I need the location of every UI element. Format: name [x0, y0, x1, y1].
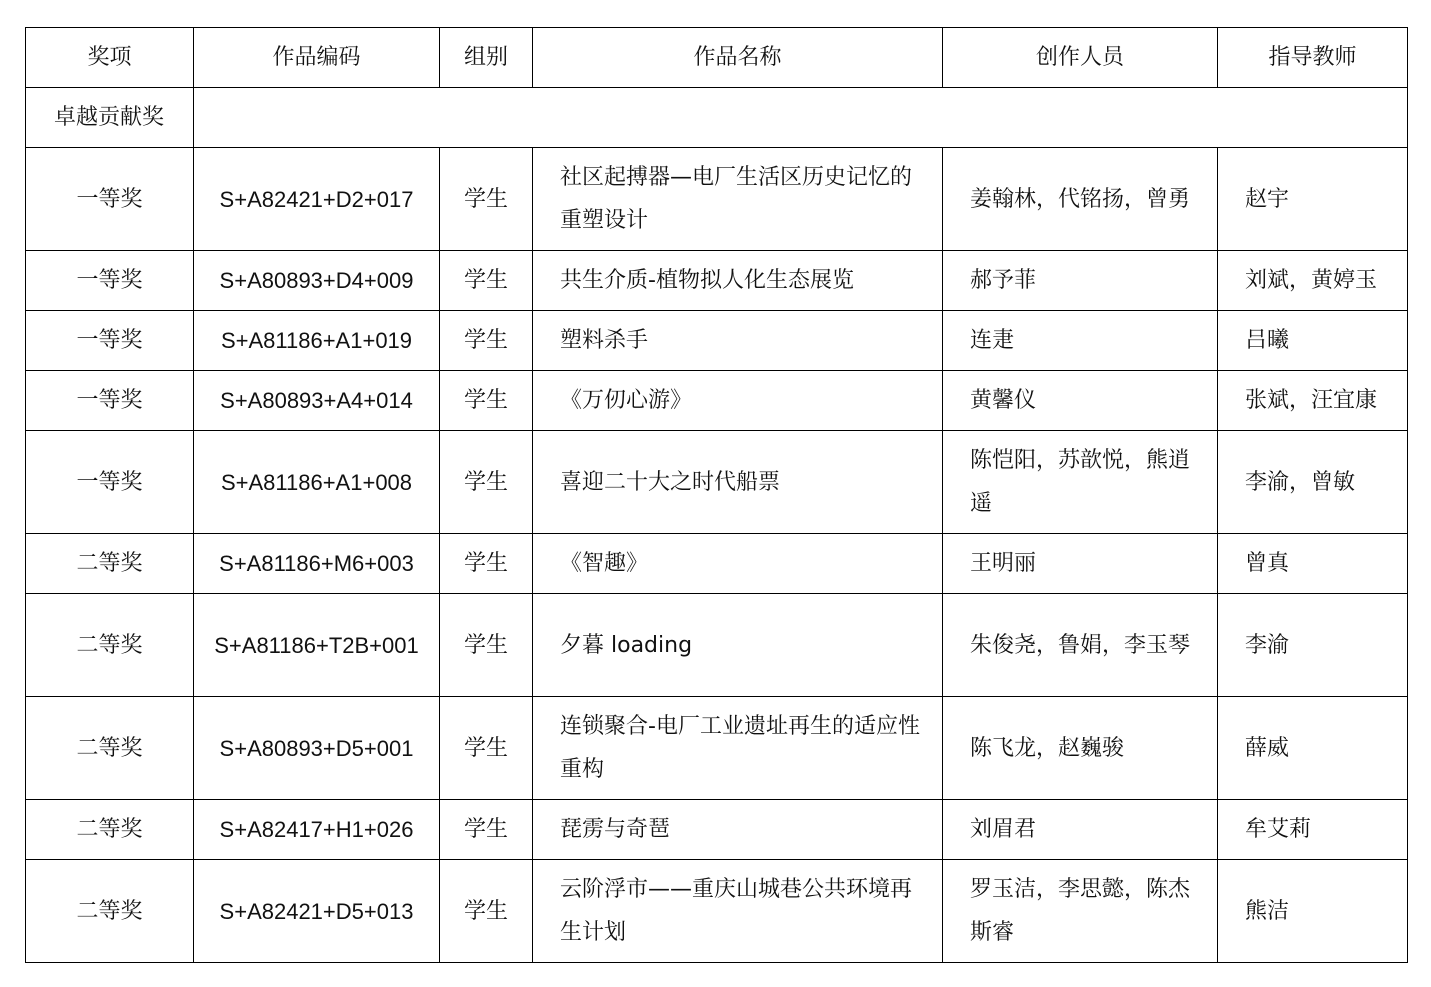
creators-cell: 黄馨仪 [943, 371, 1218, 431]
group-cell: 学生 [440, 594, 533, 697]
creators-cell: 陈飞龙，赵巍骏 [943, 697, 1218, 800]
teacher-cell: 熊洁 [1218, 860, 1408, 963]
work-name-cell: 云阶浮市——重庆山城巷公共环境再生计划 [533, 860, 943, 963]
work-name-cell: 社区起搏器—电厂生活区历史记忆的重塑设计 [533, 148, 943, 251]
work-name-cell: 连锁聚合-电厂工业遗址再生的适应性重构 [533, 697, 943, 800]
teacher-cell: 吕曦 [1218, 311, 1408, 371]
awards-table [25, 27, 1408, 963]
section-title: 卓越贡献奖 [26, 88, 194, 148]
award-cell: 二等奖 [26, 594, 194, 697]
work-name-cell: 夕暮 loading [533, 594, 943, 697]
section-row [26, 88, 1408, 148]
table-row [26, 594, 1408, 697]
creators-cell: 姜翰林，代铭扬，曾勇 [943, 148, 1218, 251]
header-award: 奖项 [26, 28, 194, 88]
creators-cell: 连疌 [943, 311, 1218, 371]
teacher-cell: 李渝，曾敏 [1218, 431, 1408, 534]
header-code: 作品编码 [194, 28, 440, 88]
header-teacher: 指导教师 [1218, 28, 1408, 88]
table-row [26, 534, 1408, 594]
code-cell: S+A81186+M6+003 [194, 534, 440, 594]
work-name-cell: 琵雳与奇琶 [533, 800, 943, 860]
code-cell: S+A82417+H1+026 [194, 800, 440, 860]
header-creators: 创作人员 [943, 28, 1218, 88]
code-cell: S+A81186+A1+008 [194, 431, 440, 534]
table-header-row [26, 28, 1408, 88]
creators-cell: 刘眉君 [943, 800, 1218, 860]
table-row [26, 251, 1408, 311]
table-row [26, 800, 1408, 860]
code-cell: S+A82421+D2+017 [194, 148, 440, 251]
group-cell: 学生 [440, 800, 533, 860]
group-cell: 学生 [440, 697, 533, 800]
work-name-cell: 《智趣》 [533, 534, 943, 594]
code-cell: S+A81186+A1+019 [194, 311, 440, 371]
award-cell: 一等奖 [26, 311, 194, 371]
table-row [26, 371, 1408, 431]
code-cell: S+A81186+T2B+001 [194, 594, 440, 697]
award-cell: 二等奖 [26, 534, 194, 594]
teacher-cell: 张斌，汪宜康 [1218, 371, 1408, 431]
teacher-cell: 薛威 [1218, 697, 1408, 800]
creators-cell: 郝予菲 [943, 251, 1218, 311]
table-row [26, 860, 1408, 963]
group-cell: 学生 [440, 431, 533, 534]
award-cell: 二等奖 [26, 800, 194, 860]
group-cell: 学生 [440, 860, 533, 963]
header-group: 组别 [440, 28, 533, 88]
section-empty-cell [194, 88, 1408, 148]
teacher-cell: 李渝 [1218, 594, 1408, 697]
table-row [26, 311, 1408, 371]
code-cell: S+A82421+D5+013 [194, 860, 440, 963]
table-row [26, 697, 1408, 800]
work-name-cell: 塑料杀手 [533, 311, 943, 371]
award-cell: 二等奖 [26, 860, 194, 963]
award-cell: 一等奖 [26, 371, 194, 431]
award-cell: 一等奖 [26, 431, 194, 534]
table-row [26, 431, 1408, 534]
group-cell: 学生 [440, 371, 533, 431]
table-row [26, 148, 1408, 251]
creators-cell: 罗玉洁，李思懿，陈杰斯睿 [943, 860, 1218, 963]
group-cell: 学生 [440, 534, 533, 594]
creators-cell: 朱俊尧，鲁娟，李玉琴 [943, 594, 1218, 697]
award-cell: 一等奖 [26, 148, 194, 251]
code-cell: S+A80893+D5+001 [194, 697, 440, 800]
code-cell: S+A80893+D4+009 [194, 251, 440, 311]
award-cell: 一等奖 [26, 251, 194, 311]
group-cell: 学生 [440, 148, 533, 251]
teacher-cell: 刘斌，黄婷玉 [1218, 251, 1408, 311]
teacher-cell: 牟艾莉 [1218, 800, 1408, 860]
work-name-cell: 《万仞心游》 [533, 371, 943, 431]
teacher-cell: 赵宇 [1218, 148, 1408, 251]
group-cell: 学生 [440, 251, 533, 311]
group-cell: 学生 [440, 311, 533, 371]
creators-cell: 陈恺阳，苏歆悦，熊逍遥 [943, 431, 1218, 534]
work-name-cell: 喜迎二十大之时代船票 [533, 431, 943, 534]
teacher-cell: 曾真 [1218, 534, 1408, 594]
creators-cell: 王明丽 [943, 534, 1218, 594]
work-name-cell: 共生介质-植物拟人化生态展览 [533, 251, 943, 311]
code-cell: S+A80893+A4+014 [194, 371, 440, 431]
award-cell: 二等奖 [26, 697, 194, 800]
header-name: 作品名称 [533, 28, 943, 88]
